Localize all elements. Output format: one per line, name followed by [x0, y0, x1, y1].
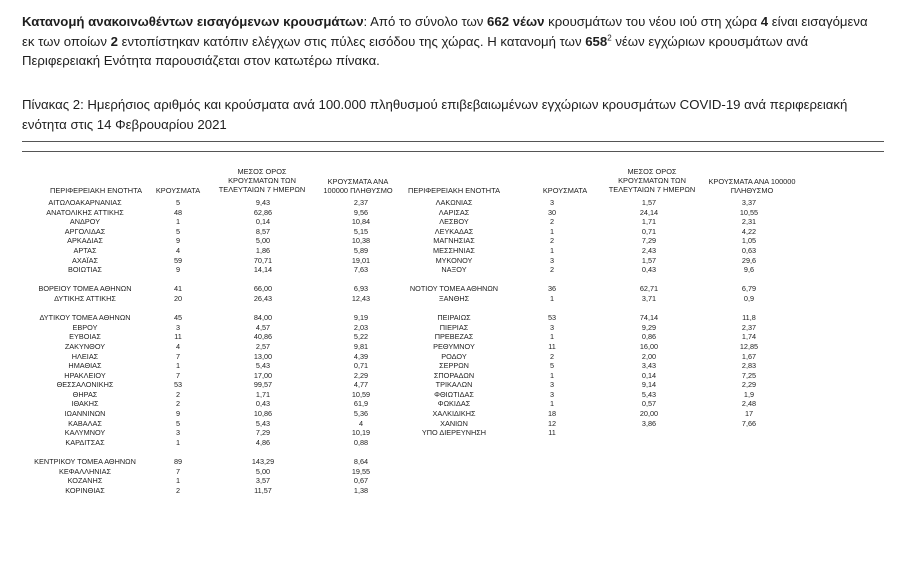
- avg-cell: 3,57: [255, 476, 271, 486]
- cases-cell: 48: [173, 207, 183, 217]
- per100k-cell: 12,43: [351, 293, 371, 303]
- unit-cell: ΛΕΥΚΑΔΑΣ: [434, 226, 474, 236]
- row-gap: [22, 304, 404, 314]
- avg-cell: 3,71: [641, 293, 657, 303]
- per100k-cell: 19,55: [351, 466, 371, 476]
- unit-cell: ΚΑΛΥΜΝΟΥ: [64, 428, 106, 438]
- avg-cell: 66,00: [253, 284, 273, 294]
- cases-cell: 89: [173, 457, 183, 467]
- per100k-cell: 5,15: [353, 226, 369, 236]
- unit-cell: ΚΕΦΑΛΛΗΝΙΑΣ: [59, 466, 111, 476]
- intro-text: : Από το σύνολο των: [363, 14, 488, 29]
- per100k-cell: 7,25: [741, 370, 757, 380]
- table-row: [22, 486, 404, 496]
- unit-cell: ΣΕΡΡΩΝ: [439, 361, 469, 371]
- cases-cell: 2: [549, 351, 555, 361]
- per100k-cell: 8,64: [353, 457, 369, 467]
- per100k-cell: 2,29: [741, 380, 757, 390]
- unit-cell: ΠΙΕΡΙΑΣ: [439, 322, 469, 332]
- avg-cell: 2,43: [641, 245, 657, 255]
- unit-cell: ΦΘΙΩΤΙΔΑΣ: [434, 389, 474, 399]
- per100k-cell: 4,22: [741, 226, 757, 236]
- unit-cell: ΚΟΡΙΝΘΙΑΣ: [65, 485, 105, 495]
- table-row: [22, 390, 404, 400]
- cases-cell: 11: [548, 428, 556, 438]
- per100k-cell: 2,48: [741, 399, 757, 409]
- table-row: [404, 284, 800, 294]
- per100k-cell: 1,67: [741, 351, 757, 361]
- unit-cell: ΗΜΑΘΙΑΣ: [68, 361, 102, 371]
- avg-cell: 1,57: [641, 198, 657, 207]
- unit-cell: ΒΟΡΕΙΟΥ ΤΟΜΕΑ ΑΘΗΝΩΝ: [38, 284, 132, 294]
- cases-cell: 3: [549, 380, 555, 390]
- table-row: [22, 361, 404, 371]
- table-row: [404, 265, 800, 275]
- col-header-cases: ΚΡΟΥΣΜΑΤΑ: [155, 186, 201, 195]
- footnote-marker: 2: [607, 33, 612, 43]
- per100k-cell: 61,9: [353, 399, 369, 409]
- cases-cell: 2: [175, 485, 181, 495]
- cases-cell: 2: [175, 399, 181, 409]
- intro-bold: 4: [760, 14, 769, 29]
- row-gap: [22, 447, 404, 457]
- cases-cell: 7: [175, 466, 181, 476]
- cases-cell: 1: [175, 437, 181, 447]
- unit-cell: ΜΑΓΝΗΣΙΑΣ: [433, 236, 475, 246]
- cases-cell: 3: [549, 322, 555, 332]
- avg-cell: 84,00: [253, 313, 273, 323]
- intro-paragraph: [22, 12, 882, 71]
- cases-cell: 3: [549, 255, 555, 265]
- avg-cell: 16,00: [639, 341, 659, 351]
- right-table: [404, 198, 800, 438]
- cases-cell: 30: [547, 207, 557, 217]
- cases-cell: 1: [549, 399, 555, 409]
- cases-cell: 53: [173, 380, 183, 390]
- table-row: [22, 236, 404, 246]
- avg-cell: [600, 428, 698, 438]
- avg-cell: 143,29: [251, 457, 275, 467]
- avg-cell: 3,86: [641, 418, 657, 428]
- per100k-cell: [698, 428, 800, 438]
- table-row: [22, 342, 404, 352]
- per100k-cell: 17: [744, 409, 754, 419]
- cases-cell: 3: [175, 322, 181, 332]
- unit-cell: ΕΥΒΟΙΑΣ: [69, 332, 101, 342]
- unit-cell: ΚΕΝΤΡΙΚΟΥ ΤΟΜΕΑ ΑΘΗΝΩΝ: [34, 457, 136, 467]
- row-gap: [404, 275, 800, 285]
- avg-cell: 0,43: [641, 265, 657, 275]
- col-header-unit: ΠΕΡΙΦΕΡΕΙΑΚΗ ΕΝΟΤΗΤΑ: [50, 186, 142, 195]
- row-gap: [22, 275, 404, 285]
- avg-cell: 5,00: [255, 236, 271, 246]
- unit-cell: ΑΡΤΑΣ: [73, 245, 97, 255]
- avg-cell: 0,14: [255, 217, 271, 227]
- cases-cell: 36: [547, 284, 557, 294]
- cases-cell: 5: [175, 418, 181, 428]
- avg-cell: 7,29: [255, 428, 271, 438]
- unit-cell: ΛΕΣΒΟΥ: [439, 217, 469, 227]
- per100k-cell: 9,6: [743, 265, 755, 275]
- table-row: [404, 361, 800, 371]
- cases-cell: 20: [173, 293, 183, 303]
- per100k-cell: 5,22: [353, 332, 369, 342]
- avg-cell: 1,71: [255, 389, 271, 399]
- per100k-cell: 6,79: [741, 284, 757, 294]
- cases-cell: 4: [175, 245, 181, 255]
- cases-cell: 45: [173, 313, 183, 323]
- table-row: [404, 236, 800, 246]
- table-caption: Πίνακας 2: Ημερήσιος αριθμός και κρούσματα ανά 100.000 πληθυσμού επιβεβαιωμένων εγχώριων κρουσμάτων COVID-19 ανά περιφερειακή ενότητα στις 14 Φεβρουαρίου 2021: [22, 97, 848, 132]
- per100k-cell: 10,38: [351, 236, 371, 246]
- unit-cell: ΔΥΤΙΚΗΣ ΑΤΤΙΚΗΣ: [54, 293, 116, 303]
- per100k-cell: 2,31: [741, 217, 757, 227]
- per100k-cell: 12,85: [739, 341, 759, 351]
- cases-cell: 1: [549, 370, 555, 380]
- avg-cell: 2,57: [255, 341, 271, 351]
- per100k-cell: 0,63: [741, 245, 757, 255]
- cases-cell: 3: [549, 389, 555, 399]
- per100k-cell: 6,93: [353, 284, 369, 294]
- cases-cell: 1: [175, 217, 181, 227]
- cases-cell: 11: [174, 332, 182, 342]
- cases-cell: 4: [175, 341, 181, 351]
- table-row: [22, 352, 404, 362]
- table-row: [404, 399, 800, 409]
- avg-cell: 1,86: [255, 245, 271, 255]
- avg-cell: 5,00: [255, 466, 271, 476]
- table-row: [22, 371, 404, 381]
- unit-cell: ΗΛΕΙΑΣ: [71, 351, 99, 361]
- cases-cell: 5: [175, 226, 181, 236]
- cases-cell: 1: [549, 332, 555, 342]
- cases-cell: 1: [175, 476, 181, 486]
- avg-cell: 74,14: [639, 313, 659, 323]
- per100k-cell: 9,19: [353, 313, 369, 323]
- cases-cell: 53: [547, 313, 557, 323]
- avg-cell: 9,29: [641, 322, 657, 332]
- table-row: [22, 313, 404, 323]
- table-row: [404, 217, 800, 227]
- per100k-cell: 10,84: [351, 217, 371, 227]
- cases-cell: 9: [175, 236, 181, 246]
- table-row: [22, 467, 404, 477]
- unit-cell: ΑΝΔΡΟΥ: [69, 217, 101, 227]
- avg-cell: 10,86: [253, 409, 273, 419]
- table-row: [404, 208, 800, 218]
- avg-cell: 26,43: [253, 293, 273, 303]
- unit-cell: ΧΑΛΚΙΔΙΚΗΣ: [432, 409, 476, 419]
- cases-cell: 1: [549, 245, 555, 255]
- table-row: [22, 399, 404, 409]
- avg-cell: 62,71: [639, 284, 659, 294]
- per100k-cell: 0,88: [353, 437, 369, 447]
- avg-cell: 5,43: [255, 418, 271, 428]
- table-row: [22, 227, 404, 237]
- avg-cell: 9,14: [641, 380, 657, 390]
- cases-cell: 1: [549, 293, 555, 303]
- avg-cell: 1,71: [641, 217, 657, 227]
- avg-cell: 17,00: [253, 370, 273, 380]
- cases-cell: 41: [173, 284, 183, 294]
- intro-text: είναι εισαγόμενα εκ των οποίων: [22, 14, 868, 49]
- cases-cell: 9: [175, 265, 181, 275]
- cases-cell: 12: [547, 418, 557, 428]
- unit-cell: ΑΧΑΪΑΣ: [71, 255, 98, 265]
- unit-cell: ΚΑΒΑΛΑΣ: [68, 418, 102, 428]
- per100k-cell: 5,89: [353, 245, 369, 255]
- avg-cell: 4,57: [255, 322, 271, 332]
- intro-text: εντοπίστηκαν κατόπιν ελέγχων στις πύλες εισόδου της χώρας. Η κατανομή των: [117, 33, 586, 49]
- cases-cell: 2: [549, 265, 555, 275]
- unit-cell: ΑΡΓΟΛΙΔΑΣ: [64, 226, 106, 236]
- avg-cell: 0,43: [255, 399, 271, 409]
- table-row: [404, 380, 800, 390]
- per100k-cell: 19,01: [351, 255, 371, 265]
- per100k-cell: 3,37: [741, 198, 757, 207]
- unit-cell: ΑΙΤΩΛΟΑΚΑΡΝΑΝΙΑΣ: [48, 198, 122, 207]
- avg-cell: 14,14: [253, 265, 273, 275]
- per100k-cell: 2,03: [353, 322, 369, 332]
- table-row: [22, 409, 404, 419]
- unit-cell: ΖΑΚΥΝΘΟΥ: [64, 341, 106, 351]
- table-row: [404, 227, 800, 237]
- cases-cell: 7: [175, 370, 181, 380]
- unit-cell: ΤΡΙΚΑΛΩΝ: [435, 380, 473, 390]
- unit-cell: ΗΡΑΚΛΕΙΟΥ: [64, 370, 106, 380]
- table-row: [22, 256, 404, 266]
- table-row: [404, 313, 800, 323]
- unit-cell: ΔΥΤΙΚΟΥ ΤΟΜΕΑ ΑΘΗΝΩΝ: [39, 313, 131, 323]
- per100k-cell: 11,8: [742, 313, 756, 323]
- col-header-per100k: ΚΡΟΥΣΜΑΤΑ ΑΝΑ 100000 ΠΛΗΘΥΣΜΟ: [323, 177, 393, 195]
- table-top-rule-2: [22, 151, 884, 152]
- cases-cell: 18: [547, 409, 557, 419]
- per100k-cell: 5,36: [353, 409, 369, 419]
- avg-cell: 62,86: [253, 207, 273, 217]
- avg-cell: 20,00: [639, 409, 659, 419]
- table-row: [22, 457, 404, 467]
- per100k-cell: 10,55: [739, 207, 759, 217]
- col-header-avg-right: ΜΕΣΟΣ ΟΡΟΣ ΚΡΟΥΣΜΑΤΩΝ ΤΩΝ ΤΕΛΕΥΤΑΙΩΝ 7 ΗΜΕΡΩΝ: [608, 167, 696, 194]
- table-row: [22, 476, 404, 486]
- per100k-cell: 1,05: [741, 236, 757, 246]
- cases-cell: 2: [175, 389, 181, 399]
- per100k-cell: 4: [358, 418, 364, 428]
- table-row: [404, 428, 800, 438]
- intro-text: νέων εγχώριων κρουσμάτων ανά Περιφερειακή Ενότητα παρουσιάζεται στον κατωτέρω πίνακα.: [22, 33, 809, 69]
- cases-cell: 2: [549, 217, 555, 227]
- unit-cell: ΞΑΝΘΗΣ: [438, 293, 470, 303]
- table-row: [404, 342, 800, 352]
- per100k-cell: 4,39: [353, 351, 369, 361]
- table-row: [404, 332, 800, 342]
- col-header-cases-right: ΚΡΟΥΣΜΑΤΑ: [542, 186, 588, 195]
- cases-cell: 11: [548, 341, 556, 351]
- per100k-cell: 10,59: [351, 389, 371, 399]
- avg-cell: 13,00: [253, 351, 273, 361]
- per100k-cell: 2,83: [741, 361, 757, 371]
- table-row: [22, 332, 404, 342]
- unit-cell: ΜΥΚΟΝΟΥ: [435, 255, 473, 265]
- avg-cell: 11,57: [254, 485, 272, 495]
- cases-cell: 1: [175, 361, 181, 371]
- unit-cell: ΘΕΣΣΑΛΟΝΙΚΗΣ: [56, 380, 114, 390]
- unit-cell: ΙΩΑΝΝΙΝΩΝ: [64, 409, 106, 419]
- unit-cell: ΝΟΤΙΟΥ ΤΟΜΕΑ ΑΘΗΝΩΝ: [409, 284, 499, 294]
- avg-cell: 2,00: [641, 351, 657, 361]
- per100k-cell: 0,71: [353, 361, 369, 371]
- per100k-cell: 9,81: [353, 341, 369, 351]
- cases-cell: 9: [175, 409, 181, 419]
- table-row: [22, 208, 404, 218]
- avg-cell: 1,57: [641, 255, 657, 265]
- table-row: [404, 352, 800, 362]
- per100k-cell: 2,37: [353, 198, 369, 207]
- table-row: [22, 428, 404, 438]
- unit-cell: ΚΟΖΑΝΗΣ: [67, 476, 103, 486]
- unit-cell: ΘΗΡΑΣ: [72, 389, 98, 399]
- avg-cell: 0,86: [641, 332, 657, 342]
- cases-cell: 1: [549, 226, 555, 236]
- avg-cell: 70,71: [253, 255, 273, 265]
- unit-cell: ΡΟΔΟΥ: [441, 351, 467, 361]
- table-row: [22, 217, 404, 227]
- table-row: [404, 419, 800, 429]
- avg-cell: 99,57: [253, 380, 273, 390]
- avg-cell: 9,43: [255, 198, 271, 207]
- avg-cell: 5,43: [641, 389, 657, 399]
- table-row: [22, 323, 404, 333]
- table-row: [22, 419, 404, 429]
- avg-cell: 7,29: [641, 236, 657, 246]
- per100k-cell: 2,37: [741, 322, 757, 332]
- unit-cell: ΡΕΘΥΜΝΟΥ: [433, 341, 475, 351]
- unit-cell: ΝΑΞΟΥ: [441, 265, 467, 275]
- intro-bold: 2: [110, 33, 118, 49]
- avg-cell: 8,57: [255, 226, 271, 236]
- table-row: [22, 198, 404, 208]
- per100k-cell: 10,19: [351, 428, 371, 438]
- col-header-per100k-right: ΚΡΟΥΣΜΑΤΑ ΑΝΑ 100000 ΠΛΗΘΥΣΜΟ: [708, 177, 796, 195]
- unit-cell: ΧΑΝΙΩΝ: [440, 418, 468, 428]
- unit-cell: ΚΑΡΔΙΤΣΑΣ: [65, 437, 105, 447]
- table-row: [404, 323, 800, 333]
- avg-cell: 3,43: [641, 361, 657, 371]
- intro-text: κρουσμάτων του νέου ιού στη χώρα: [544, 14, 761, 29]
- unit-cell: ΒΟΙΩΤΙΑΣ: [68, 265, 102, 275]
- per100k-cell: 29,6: [741, 255, 757, 265]
- per100k-cell: 4,77: [353, 380, 369, 390]
- table-row: [404, 294, 800, 304]
- unit-cell: ΦΩΚΙΔΑΣ: [437, 399, 471, 409]
- intro-bold: 662 νέων: [487, 14, 545, 29]
- unit-cell: ΑΡΚΑΔΙΑΣ: [67, 236, 103, 246]
- cases-cell: 2: [549, 236, 555, 246]
- unit-cell: ΣΠΟΡΑΔΩΝ: [433, 370, 475, 380]
- unit-cell: ΥΠΟ ΔΙΕΡΕΥΝΗΣΗ: [421, 428, 487, 438]
- unit-cell: ΑΝΑΤΟΛΙΚΗΣ ΑΤΤΙΚΗΣ: [46, 207, 124, 217]
- unit-cell: ΕΒΡΟΥ: [72, 322, 98, 332]
- col-header-unit-right: ΠΕΡΙΦΕΡΕΙΑΚΗ ΕΝΟΤΗΤΑ: [408, 186, 500, 195]
- unit-cell: ΛΑΚΩΝΙΑΣ: [435, 198, 473, 207]
- per100k-cell: 1,9: [743, 389, 755, 399]
- avg-cell: 4,86: [255, 437, 271, 447]
- table-row: [22, 438, 404, 448]
- per100k-cell: 0,9: [743, 293, 755, 303]
- table-row: [404, 246, 800, 256]
- unit-cell: ΠΕΙΡΑΙΩΣ: [437, 313, 471, 323]
- per100k-cell: 1,74: [741, 332, 757, 342]
- cases-cell: 5: [549, 361, 555, 371]
- cases-cell: 3: [175, 428, 181, 438]
- left-table: [22, 198, 404, 495]
- table-row: [404, 371, 800, 381]
- intro-bold: 658: [585, 33, 608, 49]
- avg-cell: 0,14: [641, 370, 657, 380]
- unit-cell: ΠΡΕΒΕΖΑΣ: [434, 332, 474, 342]
- per100k-cell: 7,63: [353, 265, 369, 275]
- col-header-avg: ΜΕΣΟΣ ΟΡΟΣ ΚΡΟΥΣΜΑΤΩΝ ΤΩΝ ΤΕΛΕΥΤΑΙΩΝ 7 ΗΜΕΡΩΝ: [218, 167, 306, 194]
- table-row: [22, 246, 404, 256]
- cases-cell: 3: [549, 198, 555, 207]
- intro-bold-lead: Κατανομή ανακοινωθέντων εισαγόμενων κρουσμάτων: [22, 14, 364, 29]
- table-row: [404, 256, 800, 266]
- table-row: [404, 390, 800, 400]
- cases-cell: 7: [175, 351, 181, 361]
- per100k-cell: 7,66: [741, 418, 757, 428]
- cases-cell: 5: [175, 198, 181, 207]
- unit-cell: ΜΕΣΣΗΝΙΑΣ: [433, 245, 475, 255]
- table-row: [22, 380, 404, 390]
- table-row: [22, 284, 404, 294]
- per100k-cell: 2,29: [353, 370, 369, 380]
- table-top-rule: [22, 141, 884, 142]
- per100k-cell: 9,56: [353, 207, 369, 217]
- row-gap: [404, 304, 800, 314]
- per100k-cell: 0,67: [353, 476, 369, 486]
- cases-cell: 59: [173, 255, 183, 265]
- table-row: [404, 409, 800, 419]
- avg-cell: 0,57: [641, 399, 657, 409]
- unit-cell: ΛΑΡΙΣΑΣ: [438, 207, 470, 217]
- avg-cell: 5,43: [255, 361, 271, 371]
- per100k-cell: 1,38: [353, 485, 369, 495]
- table-row: [22, 294, 404, 304]
- unit-cell: ΙΘΑΚΗΣ: [71, 399, 99, 409]
- table-row: [22, 265, 404, 275]
- avg-cell: 40,86: [253, 332, 273, 342]
- table-row: [404, 198, 800, 208]
- avg-cell: 24,14: [639, 207, 659, 217]
- avg-cell: 0,71: [641, 226, 657, 236]
